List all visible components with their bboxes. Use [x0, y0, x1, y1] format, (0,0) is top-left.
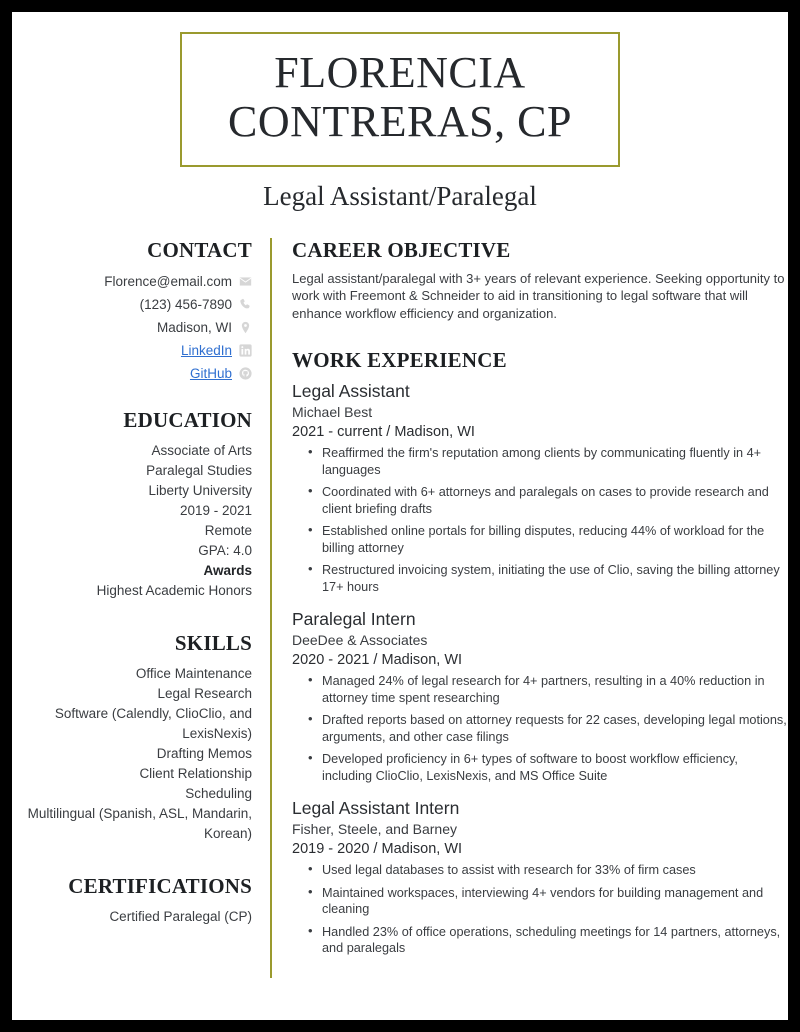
spacer	[12, 386, 252, 408]
contact-item-linkedin[interactable]	[12, 340, 252, 361]
job-bullet: • Maintained workspaces, interviewing 4+ vendors for building management and cleaning	[322, 885, 788, 918]
job-entry	[292, 797, 788, 957]
job-meta: 2021 - current / Madison, WI	[292, 424, 475, 441]
education-degree: Associate of Arts	[151, 442, 252, 458]
education-gpa: GPA: 4.0	[198, 542, 252, 558]
job-bullet: • Coordinated with 6+ attorneys and paralegals on cases to provide research and client briefing drafts	[322, 484, 788, 517]
experience-heading: WORK EXPERIENCE	[292, 348, 507, 373]
resume-header	[12, 12, 788, 212]
job-company: Michael Best	[292, 404, 373, 421]
job-bullet: • Drafted reports based on attorney requests for 22 cases, developing legal motions, arguments, and other case filings	[322, 712, 788, 745]
spacer	[12, 601, 252, 631]
job-bullet: • Reaffirmed the firm's reputation among clients by communicating fluently in 4+ languages	[322, 445, 788, 478]
education-awards-value: Highest Academic Honors	[96, 582, 252, 598]
contact-item-github[interactable]	[12, 363, 252, 384]
contact-item-location	[12, 317, 252, 338]
education-dates: 2019 - 2021	[179, 502, 252, 518]
job-bullet: • Established online portals for billing disputes, reducing 44% of workload for the billing attorney	[322, 523, 788, 556]
contact-item-phone	[12, 294, 252, 315]
objective-heading: CAREER OBJECTIVE	[292, 237, 511, 262]
contact-location-text: Madison, WI	[156, 319, 232, 335]
education-awards-label: Awards	[203, 562, 252, 578]
contact-heading: CONTACT	[147, 237, 252, 262]
contact-email-text: Florence@email.com	[104, 273, 232, 289]
github-link[interactable]: GitHub	[189, 365, 232, 381]
job-entry	[292, 380, 788, 595]
skill-item: Scheduling	[185, 785, 252, 801]
job-company: DeeDee & Associates	[292, 632, 428, 649]
resume-columns	[12, 238, 788, 978]
contact-item-email	[12, 271, 252, 292]
job-bullets	[292, 862, 788, 957]
spacer	[292, 326, 788, 348]
sidebar	[12, 238, 270, 927]
skill-item: Multilingual (Spanish, ASL, Mandarin, Korean)	[27, 805, 252, 841]
name-box	[180, 32, 620, 167]
main-content	[272, 238, 788, 970]
contact-phone-text: (123) 456-7890	[139, 296, 232, 312]
job-bullets	[292, 445, 788, 595]
skill-item: Legal Research	[157, 685, 252, 701]
spacer	[12, 844, 252, 874]
certifications-heading: CERTIFICATIONS	[68, 873, 252, 898]
phone-icon	[239, 298, 252, 311]
github-icon[interactable]	[239, 367, 252, 380]
job-title: Paralegal Intern	[292, 609, 416, 630]
job-title: Legal Assistant Intern	[292, 798, 460, 819]
job-bullet: • Managed 24% of legal research for 4+ partners, resulting in a 40% reduction in attorney time spent researching	[322, 673, 788, 706]
email-icon	[239, 275, 252, 288]
education-heading: EDUCATION	[123, 407, 252, 432]
resume-page	[12, 12, 788, 1020]
job-company: Fisher, Steele, and Barney	[292, 821, 457, 838]
linkedin-icon[interactable]	[239, 344, 252, 357]
job-meta: 2019 - 2020 / Madison, WI	[292, 841, 463, 858]
job-meta: 2020 - 2021 / Madison, WI	[292, 652, 463, 669]
job-entry	[292, 608, 788, 784]
education-location: Remote	[204, 522, 252, 538]
candidate-name: FLORENCIA CONTRERAS, CP	[228, 48, 572, 147]
linkedin-link[interactable]: LinkedIn	[180, 342, 232, 358]
education-field: Paralegal Studies	[146, 462, 252, 478]
objective-text: Legal assistant/paralegal with 3+ years of relevant experience. Seeking opportunity to work with Freemont & Schneider to aid in transitioning to legal software that will enhance workflow efficiency and organization.	[292, 270, 785, 321]
candidate-subtitle: Legal Assistant/Paralegal	[263, 180, 537, 211]
job-title: Legal Assistant	[292, 381, 410, 402]
location-pin-icon	[239, 321, 252, 334]
job-bullet: • Developed proficiency in 6+ types of software to boost workflow efficiency, including ClioClio, LexisNexis, and MS Office Suite	[322, 751, 788, 784]
job-bullet: • Handled 23% of office operations, scheduling meetings for 14 partners, attorneys, and paralegals	[322, 924, 788, 957]
skill-item: Drafting Memos	[156, 745, 252, 761]
job-bullet: • Used legal databases to assist with research for 33% of firm cases	[322, 862, 788, 879]
certification-item: Certified Paralegal (CP)	[109, 908, 252, 924]
job-bullet: • Restructured invoicing system, initiating the use of Clio, saving the billing attorney 17+ hours	[322, 562, 788, 595]
skill-item: Client Relationship	[139, 765, 252, 781]
skill-item: Software (Calendly, ClioClio, and LexisNexis)	[54, 705, 252, 741]
skills-heading: SKILLS	[174, 630, 252, 655]
education-school: Liberty University	[148, 482, 252, 498]
skill-item: Office Maintenance	[135, 665, 252, 681]
job-bullets	[292, 673, 788, 784]
